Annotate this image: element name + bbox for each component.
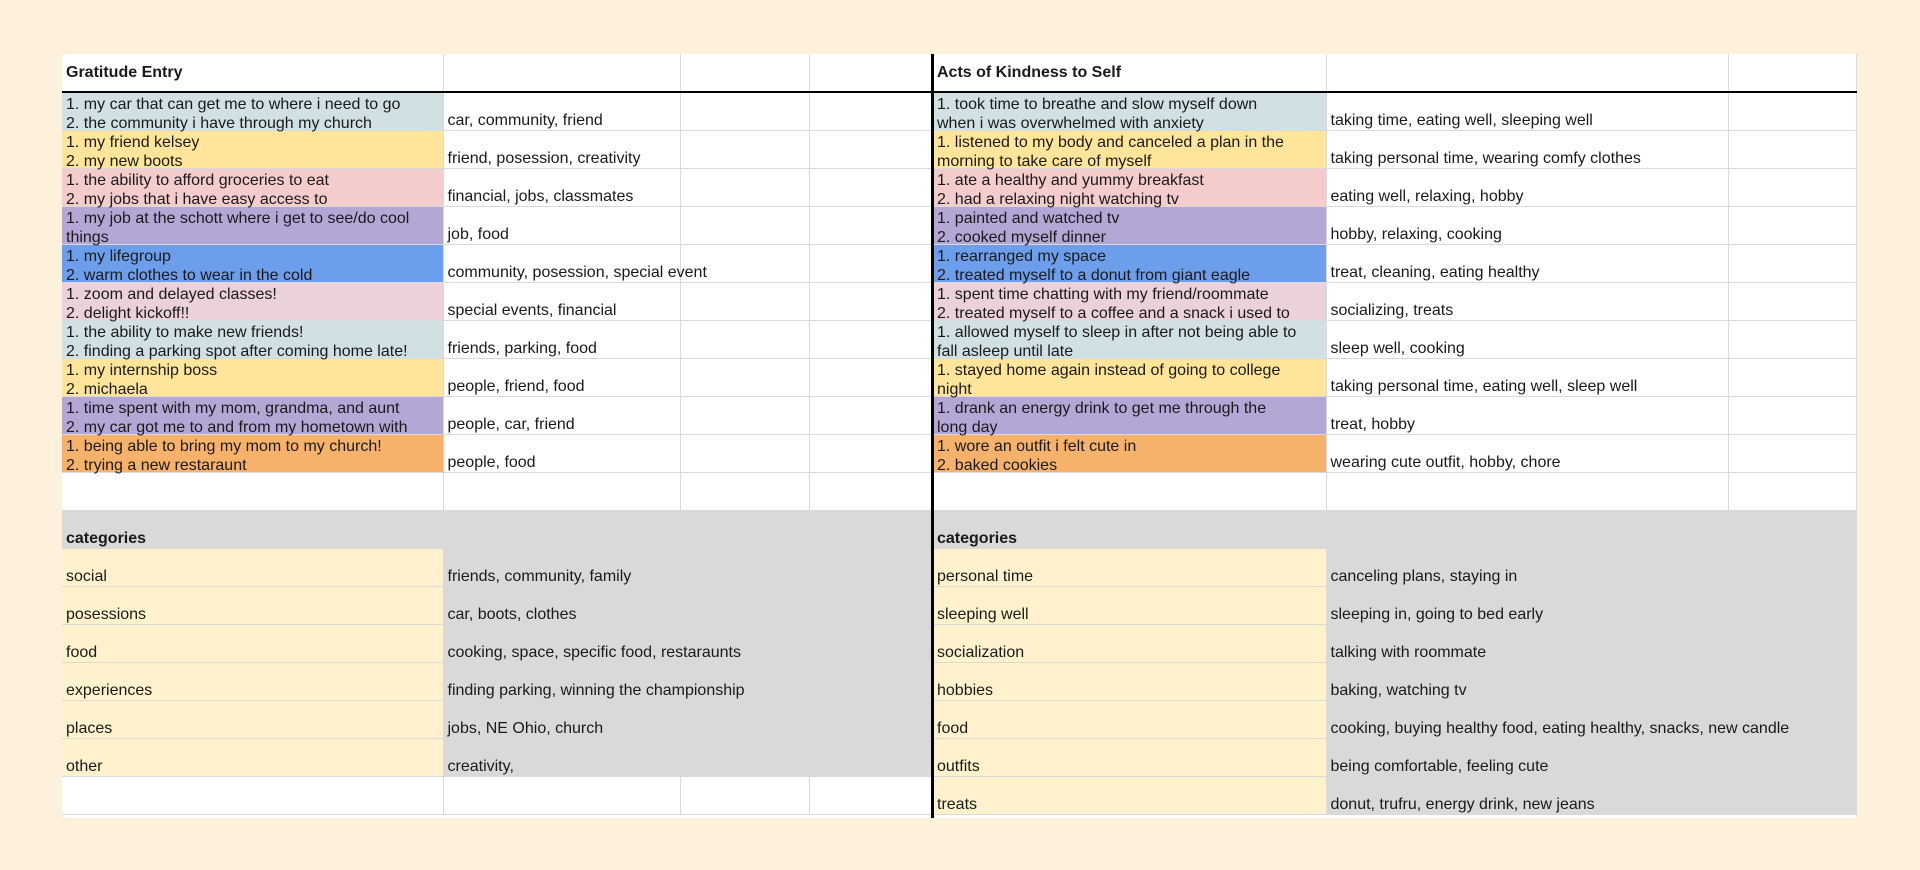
entry-line-2: 2. my new boots	[66, 153, 183, 170]
entry-line-2: 2. finding a parking spot after coming home late!	[66, 343, 408, 360]
empty-cell[interactable]	[1728, 131, 1856, 169]
entry-text	[62, 169, 443, 206]
entry-line-2: 2. my jobs that i have easy access to	[66, 191, 328, 208]
empty-cell[interactable]	[809, 54, 933, 92]
category-examples[interactable]: sleeping in, going to bed early	[1326, 587, 1728, 625]
empty-cell[interactable]	[443, 511, 680, 549]
empty-cell[interactable]	[809, 397, 933, 435]
category-name[interactable]: personal time	[933, 549, 1326, 587]
entry-line-2: 2. trying a new restaraunt	[66, 457, 247, 474]
empty-cell[interactable]	[809, 739, 933, 777]
entry-row	[933, 131, 1856, 169]
tags-cell[interactable]: treat, cleaning, eating healthy	[1326, 245, 1728, 283]
category-name[interactable]: other	[62, 739, 443, 777]
category-examples[interactable]: being comfortable, feeling cute	[1326, 739, 1728, 777]
tags-cell[interactable]: socializing, treats	[1326, 283, 1728, 321]
empty-cell[interactable]	[680, 739, 809, 777]
empty-cell[interactable]	[680, 207, 809, 245]
entry-cell[interactable]	[933, 321, 1326, 359]
category-name[interactable]: outfits	[933, 739, 1326, 777]
category-row	[933, 739, 1856, 777]
entry-text	[933, 283, 1326, 320]
section-title[interactable]: Acts of Kindness to Self	[933, 54, 1326, 92]
entry-row	[62, 92, 933, 131]
entry-row	[62, 131, 933, 169]
entry-cell[interactable]	[933, 359, 1326, 397]
entry-line-1: 1. took time to breathe and slow myself down	[937, 96, 1258, 113]
entry-cell[interactable]	[933, 245, 1326, 283]
category-row	[933, 777, 1856, 815]
entry-cell[interactable]	[62, 92, 443, 131]
entry-cell[interactable]	[62, 283, 443, 321]
entry-text	[933, 245, 1326, 282]
category-examples[interactable]: baking, watching tv	[1326, 663, 1728, 701]
entry-line-2: 2. had a relaxing night watching tv	[937, 191, 1179, 208]
category-examples[interactable]: talking with roommate	[1326, 625, 1728, 663]
entry-line-1: 1. being able to bring my mom to my church!	[66, 438, 382, 455]
tags-cell[interactable]: special events, financial	[443, 283, 680, 321]
entry-text	[933, 359, 1326, 396]
entry-text	[933, 435, 1326, 472]
entry-row	[62, 397, 933, 435]
empty-cell[interactable]	[680, 54, 809, 92]
entry-line-1: 1. spent time chatting with my friend/roommate	[937, 286, 1269, 303]
entry-text	[933, 169, 1326, 206]
entry-row	[62, 321, 933, 359]
entry-cell[interactable]	[933, 92, 1326, 131]
entry-cell[interactable]	[933, 207, 1326, 245]
empty-cell[interactable]	[809, 625, 933, 663]
entry-line-2: long day	[937, 419, 998, 436]
entry-cell[interactable]	[62, 435, 443, 473]
tags-cell[interactable]: job, food	[443, 207, 680, 245]
entry-row	[62, 245, 933, 283]
category-examples[interactable]: creativity,	[443, 739, 680, 777]
entry-line-1: 1. allowed myself to sleep in after not being able to	[937, 324, 1297, 341]
gratitude-table	[62, 54, 934, 815]
entry-text	[62, 245, 443, 282]
empty-cell[interactable]	[1728, 739, 1856, 777]
category-row	[933, 587, 1856, 625]
entry-cell[interactable]	[933, 397, 1326, 435]
entry-text	[62, 283, 443, 320]
category-name[interactable]: socialization	[933, 625, 1326, 663]
entry-row	[933, 92, 1856, 131]
entry-line-1: 1. stayed home again instead of going to college	[937, 362, 1281, 379]
tags-cell[interactable]: people, friend, food	[443, 359, 680, 397]
entry-line-1: 1. rearranged my space	[937, 248, 1106, 265]
entry-text	[933, 93, 1326, 130]
entry-line-1: 1. painted and watched tv	[937, 210, 1120, 227]
categories-label[interactable]: categories	[933, 511, 1326, 549]
category-name[interactable]: hobbies	[933, 663, 1326, 701]
category-examples[interactable]: friends, community, family	[443, 549, 809, 587]
entry-line-1: 1. wore an outfit i felt cute in	[937, 438, 1137, 455]
empty-cell[interactable]	[1728, 435, 1856, 473]
blank-row	[933, 473, 1856, 511]
category-name[interactable]: social	[62, 549, 443, 587]
entry-line-2: 2. michaela	[66, 381, 148, 398]
entry-line-2: fall asleep until late	[937, 343, 1074, 360]
empty-cell[interactable]	[443, 473, 680, 511]
empty-cell[interactable]	[809, 701, 933, 739]
tags-cell[interactable]: taking time, eating well, sleeping well	[1326, 92, 1728, 131]
tags-cell[interactable]: community, posession, special event	[443, 245, 680, 283]
entry-cell[interactable]	[62, 245, 443, 283]
empty-cell[interactable]	[1728, 54, 1856, 92]
empty-cell[interactable]	[1728, 359, 1856, 397]
empty-cell[interactable]	[809, 473, 933, 511]
entry-cell[interactable]	[933, 131, 1326, 169]
empty-cell[interactable]	[680, 283, 809, 321]
entry-text	[933, 207, 1326, 244]
empty-cell[interactable]	[680, 777, 809, 815]
entry-line-1: 1. my friend kelsey	[66, 134, 200, 151]
entry-row	[933, 283, 1856, 321]
empty-cell[interactable]	[1728, 511, 1856, 549]
category-examples[interactable]: car, boots, clothes	[443, 587, 680, 625]
empty-cell[interactable]	[1728, 92, 1856, 131]
entry-line-2: 2. cooked myself dinner	[937, 229, 1106, 246]
section-title[interactable]: Gratitude Entry	[62, 54, 443, 92]
entry-row	[933, 321, 1856, 359]
empty-cell[interactable]	[809, 663, 933, 701]
category-examples[interactable]: finding parking, winning the championship	[443, 663, 809, 701]
categories-label[interactable]: categories	[62, 511, 443, 549]
empty-cell[interactable]	[1728, 587, 1856, 625]
entry-line-1: 1. the ability to afford groceries to eat	[66, 172, 329, 189]
entry-line-2: 2. baked cookies	[937, 457, 1058, 474]
category-row	[933, 663, 1856, 701]
empty-cell[interactable]	[1326, 473, 1728, 511]
entry-line-2: morning to take care of myself	[937, 153, 1152, 170]
entry-text	[62, 207, 443, 244]
kindness-table	[933, 54, 1857, 815]
empty-cell[interactable]	[809, 207, 933, 245]
empty-cell[interactable]	[809, 245, 933, 283]
entry-text	[62, 131, 443, 168]
entry-row	[933, 207, 1856, 245]
entry-row	[62, 435, 933, 473]
blank-row	[62, 473, 933, 511]
tags-cell[interactable]: taking personal time, eating well, sleep well	[1326, 359, 1728, 397]
header-row	[62, 54, 933, 92]
entry-text	[62, 321, 443, 358]
tags-cell[interactable]: friends, parking, food	[443, 321, 680, 359]
empty-cell[interactable]	[680, 131, 809, 169]
entry-cell[interactable]	[933, 169, 1326, 207]
category-row	[62, 549, 933, 587]
category-row	[62, 663, 933, 701]
empty-cell[interactable]	[809, 511, 933, 549]
category-row	[933, 549, 1856, 587]
category-examples[interactable]: cooking, buying healthy food, eating healthy, snacks, new candle	[1326, 701, 1856, 739]
entry-line-2: 2. warm clothes to wear in the cold	[66, 267, 313, 284]
empty-cell[interactable]	[1728, 549, 1856, 587]
empty-cell[interactable]	[680, 511, 809, 549]
tags-cell[interactable]: car, community, friend	[443, 92, 680, 131]
empty-cell[interactable]	[680, 435, 809, 473]
empty-cell[interactable]	[809, 321, 933, 359]
entry-cell[interactable]	[62, 397, 443, 435]
empty-cell[interactable]	[1728, 207, 1856, 245]
header-row	[933, 54, 1856, 92]
tags-cell[interactable]: financial, jobs, classmates	[443, 169, 680, 207]
empty-cell[interactable]	[1728, 245, 1856, 283]
category-name[interactable]: treats	[933, 777, 1326, 815]
empty-cell[interactable]	[680, 169, 809, 207]
entry-line-1: 1. ate a healthy and yummy breakfast	[937, 172, 1204, 189]
empty-cell[interactable]	[62, 473, 443, 511]
category-row	[62, 739, 933, 777]
empty-cell[interactable]	[1326, 511, 1728, 549]
entry-row	[933, 245, 1856, 283]
category-row	[62, 587, 933, 625]
entry-row	[62, 207, 933, 245]
empty-cell[interactable]	[680, 359, 809, 397]
empty-cell[interactable]	[62, 777, 443, 815]
tags-cell[interactable]: taking personal time, wearing comfy clothes	[1326, 131, 1728, 169]
tags-cell[interactable]: sleep well, cooking	[1326, 321, 1728, 359]
tags-cell[interactable]: eating well, relaxing, hobby	[1326, 169, 1728, 207]
category-examples[interactable]: donut, trufru, energy drink, new jeans	[1326, 777, 1728, 815]
entry-line-2: 2. treated myself to a coffee and a snack i used to	[937, 305, 1290, 322]
entry-text	[62, 359, 443, 396]
entry-line-2: 2. treated myself to a donut from giant eagle	[937, 267, 1251, 284]
entry-line-1: 1. drank an energy drink to get me through the	[937, 400, 1267, 417]
empty-cell[interactable]	[1728, 625, 1856, 663]
category-examples[interactable]: canceling plans, staying in	[1326, 549, 1728, 587]
category-examples[interactable]: jobs, NE Ohio, church	[443, 701, 680, 739]
empty-cell[interactable]	[809, 359, 933, 397]
entry-line-2: things	[66, 229, 109, 246]
entry-row	[62, 283, 933, 321]
tags-cell[interactable]: people, car, friend	[443, 397, 680, 435]
entry-cell[interactable]	[933, 283, 1326, 321]
category-row	[62, 625, 933, 663]
entry-text	[933, 397, 1326, 434]
empty-cell[interactable]	[443, 777, 680, 815]
category-row	[933, 701, 1856, 739]
empty-cell[interactable]	[680, 587, 809, 625]
empty-cell[interactable]	[680, 92, 809, 131]
entry-cell[interactable]	[62, 169, 443, 207]
category-name[interactable]: sleeping well	[933, 587, 1326, 625]
blank-row	[62, 777, 933, 815]
empty-cell[interactable]	[809, 549, 933, 587]
entry-line-1: 1. time spent with my mom, grandma, and aunt	[66, 400, 400, 417]
tags-cell[interactable]: hobby, relaxing, cooking	[1326, 207, 1728, 245]
entry-line-1: 1. my internship boss	[66, 362, 218, 379]
tags-cell[interactable]: friend, posession, creativity	[443, 131, 680, 169]
entry-line-2: night	[937, 381, 972, 398]
category-row	[933, 625, 1856, 663]
category-examples[interactable]: cooking, space, specific food, restaraunts	[443, 625, 809, 663]
empty-cell[interactable]	[680, 701, 809, 739]
entry-line-2: 2. the community i have through my church	[66, 115, 372, 132]
empty-cell[interactable]	[1728, 283, 1856, 321]
empty-cell[interactable]	[1728, 473, 1856, 511]
entry-line-1: 1. my car that can get me to where i need to go	[66, 96, 401, 113]
entry-text	[62, 435, 443, 472]
empty-cell[interactable]	[809, 92, 933, 131]
section-divider	[931, 54, 934, 818]
empty-cell[interactable]	[1728, 321, 1856, 359]
category-name[interactable]: posessions	[62, 587, 443, 625]
entry-line-2: 2. delight kickoff!!	[66, 305, 190, 322]
empty-cell[interactable]	[809, 587, 933, 625]
entry-row	[62, 169, 933, 207]
category-name[interactable]: food	[62, 625, 443, 663]
entry-cell[interactable]	[62, 321, 443, 359]
empty-cell[interactable]	[443, 54, 680, 92]
tags-cell[interactable]: treat, hobby	[1326, 397, 1728, 435]
categories-header-row	[62, 511, 933, 549]
entry-text	[62, 397, 443, 434]
entry-row	[933, 397, 1856, 435]
empty-cell[interactable]	[933, 473, 1326, 511]
empty-cell[interactable]	[680, 473, 809, 511]
empty-cell[interactable]	[809, 435, 933, 473]
category-row	[62, 701, 933, 739]
entry-line-1: 1. the ability to make new friends!	[66, 324, 304, 341]
entry-line-2: 2. my car got me to and from my hometown with	[66, 419, 408, 436]
empty-cell[interactable]	[809, 131, 933, 169]
empty-cell[interactable]	[1728, 169, 1856, 207]
category-name[interactable]: experiences	[62, 663, 443, 701]
entry-row	[933, 359, 1856, 397]
empty-cell[interactable]	[680, 321, 809, 359]
tags-cell[interactable]: people, food	[443, 435, 680, 473]
empty-cell[interactable]	[809, 283, 933, 321]
spreadsheet-grid	[62, 54, 1856, 818]
empty-cell[interactable]	[1728, 777, 1856, 815]
entry-line-1: 1. zoom and delayed classes!	[66, 286, 277, 303]
entry-cell[interactable]	[62, 131, 443, 169]
entry-text	[933, 131, 1326, 168]
empty-cell[interactable]	[1728, 397, 1856, 435]
entry-line-1: 1. my job at the schott where i get to see/do cool	[66, 210, 410, 227]
empty-cell[interactable]	[680, 397, 809, 435]
empty-cell[interactable]	[1728, 663, 1856, 701]
entry-text	[933, 321, 1326, 358]
entry-row	[933, 435, 1856, 473]
entry-text	[62, 93, 443, 130]
category-name[interactable]: places	[62, 701, 443, 739]
entry-line-1: 1. listened to my body and canceled a plan in the	[937, 134, 1284, 151]
entry-row	[62, 359, 933, 397]
tags-cell[interactable]: wearing cute outfit, hobby, chore	[1326, 435, 1728, 473]
entry-cell[interactable]	[62, 207, 443, 245]
category-name[interactable]: food	[933, 701, 1326, 739]
entry-cell[interactable]	[62, 359, 443, 397]
entry-line-2: when i was overwhelmed with anxiety	[937, 115, 1204, 132]
entry-row	[933, 169, 1856, 207]
empty-cell[interactable]	[809, 777, 933, 815]
categories-header-row	[933, 511, 1856, 549]
empty-cell[interactable]	[809, 169, 933, 207]
entry-cell[interactable]	[933, 435, 1326, 473]
empty-cell[interactable]	[1326, 54, 1728, 92]
entry-line-1: 1. my lifegroup	[66, 248, 171, 265]
